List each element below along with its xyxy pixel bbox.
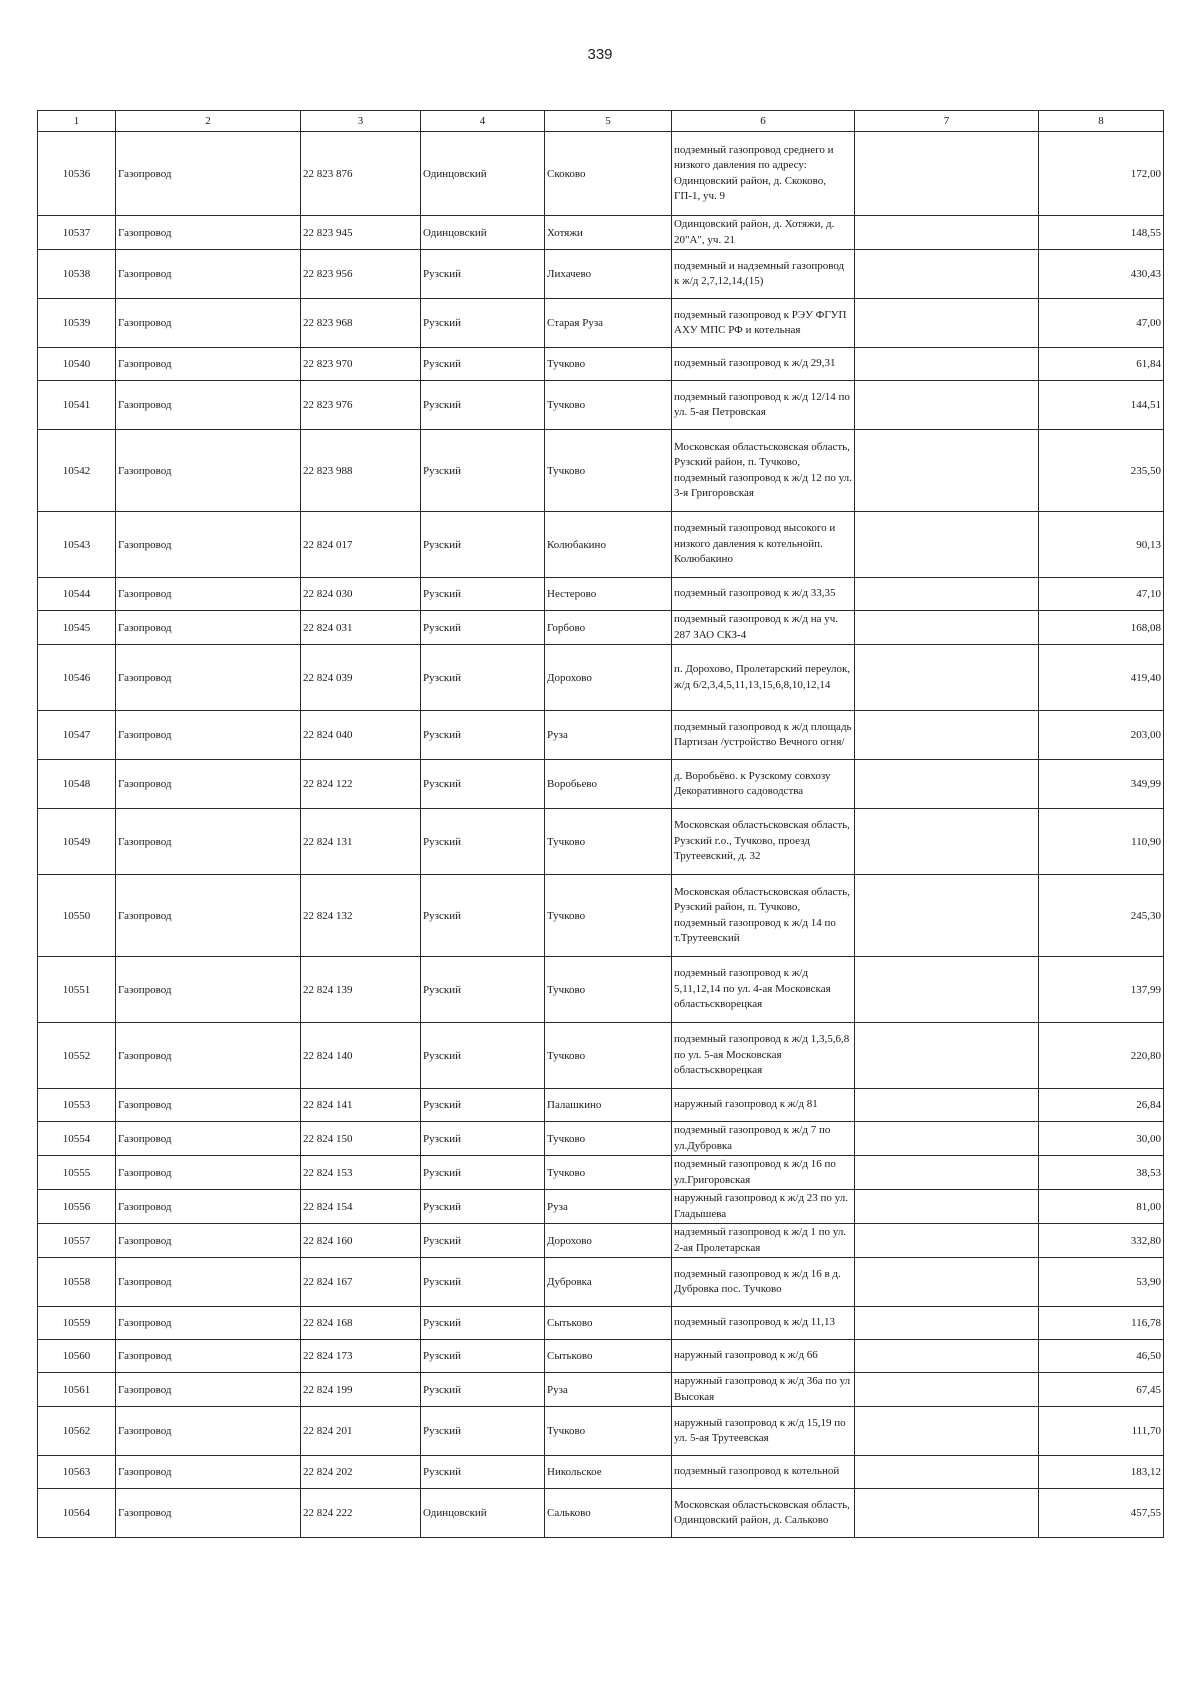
length-value: 419,40 xyxy=(1039,645,1164,711)
object-name: Газопровод xyxy=(116,760,301,809)
note-cell xyxy=(855,809,1039,875)
district-name: Рузский xyxy=(421,1023,545,1089)
column-header: 5 xyxy=(545,111,672,132)
length-value: 61,84 xyxy=(1039,348,1164,381)
table-row xyxy=(38,1489,1164,1538)
object-description: подземный газопровод к ж/д 16 в д. Дубровка пос. Тучково xyxy=(672,1258,855,1307)
length-value: 67,45 xyxy=(1039,1373,1164,1407)
note-cell xyxy=(855,1258,1039,1307)
length-value: 203,00 xyxy=(1039,711,1164,760)
row-number: 10559 xyxy=(38,1307,116,1340)
note-cell xyxy=(855,512,1039,578)
table-row xyxy=(38,760,1164,809)
object-code: 22 824 139 xyxy=(301,957,421,1023)
length-value: 220,80 xyxy=(1039,1023,1164,1089)
length-value: 332,80 xyxy=(1039,1224,1164,1258)
table-row xyxy=(38,611,1164,645)
object-code: 22 824 153 xyxy=(301,1156,421,1190)
object-description: Московская областьсковская область, Рузский г.о., Тучково, проезд Трутеевский, д. 32 xyxy=(672,809,855,875)
district-name: Рузский xyxy=(421,809,545,875)
table-row xyxy=(38,216,1164,250)
table-row xyxy=(38,645,1164,711)
length-value: 38,53 xyxy=(1039,1156,1164,1190)
table-row xyxy=(38,1023,1164,1089)
object-description: наружный газопровод к ж/д 66 xyxy=(672,1340,855,1373)
object-code: 22 823 876 xyxy=(301,132,421,216)
object-description: д. Воробьёво. к Рузскому совхозу Декоративного садоводства xyxy=(672,760,855,809)
column-header: 6 xyxy=(672,111,855,132)
table-row xyxy=(38,1373,1164,1407)
table-row xyxy=(38,1156,1164,1190)
table-row xyxy=(38,957,1164,1023)
object-name: Газопровод xyxy=(116,381,301,430)
object-description: подземный газопровод к ж/д 16 по ул.Григоровская xyxy=(672,1156,855,1190)
length-value: 349,99 xyxy=(1039,760,1164,809)
length-value: 111,70 xyxy=(1039,1407,1164,1456)
table-row xyxy=(38,711,1164,760)
length-value: 235,50 xyxy=(1039,430,1164,512)
object-code: 22 824 222 xyxy=(301,1489,421,1538)
object-description: Московская областьсковская область, Рузский район, п. Тучково, подземный газопровод к ж/д 12 по ул. 3-я Григоровская xyxy=(672,430,855,512)
locality-name: Палашкино xyxy=(545,1089,672,1122)
row-number: 10546 xyxy=(38,645,116,711)
row-number: 10553 xyxy=(38,1089,116,1122)
district-name: Одинцовский xyxy=(421,1489,545,1538)
object-name: Газопровод xyxy=(116,348,301,381)
district-name: Рузский xyxy=(421,381,545,430)
district-name: Рузский xyxy=(421,875,545,957)
object-name: Газопровод xyxy=(116,611,301,645)
object-code: 22 823 945 xyxy=(301,216,421,250)
locality-name: Тучково xyxy=(545,875,672,957)
row-number: 10537 xyxy=(38,216,116,250)
object-description: наружный газопровод к ж/д 15,19 по ул. 5-ая Трутеевская xyxy=(672,1407,855,1456)
object-name: Газопровод xyxy=(116,1122,301,1156)
object-name: Газопровод xyxy=(116,957,301,1023)
table-row xyxy=(38,1307,1164,1340)
object-description: подземный газопровод к ж/д 11,13 xyxy=(672,1307,855,1340)
note-cell xyxy=(855,1156,1039,1190)
column-header: 3 xyxy=(301,111,421,132)
object-code: 22 823 976 xyxy=(301,381,421,430)
length-value: 47,00 xyxy=(1039,299,1164,348)
object-description: подземный газопровод к ж/д 5,11,12,14 по ул. 4-ая Московская областьскворецкая xyxy=(672,957,855,1023)
locality-name: Сытьково xyxy=(545,1340,672,1373)
district-name: Рузский xyxy=(421,512,545,578)
table-row xyxy=(38,250,1164,299)
table-row xyxy=(38,1089,1164,1122)
object-name: Газопровод xyxy=(116,1224,301,1258)
locality-name: Сытьково xyxy=(545,1307,672,1340)
note-cell xyxy=(855,1089,1039,1122)
object-code: 22 824 168 xyxy=(301,1307,421,1340)
note-cell xyxy=(855,1456,1039,1489)
note-cell xyxy=(855,348,1039,381)
locality-name: Горбово xyxy=(545,611,672,645)
note-cell xyxy=(855,1489,1039,1538)
district-name: Рузский xyxy=(421,1307,545,1340)
length-value: 81,00 xyxy=(1039,1190,1164,1224)
row-number: 10541 xyxy=(38,381,116,430)
locality-name: Старая Руза xyxy=(545,299,672,348)
district-name: Рузский xyxy=(421,760,545,809)
object-description: подземный газопровод к котельной xyxy=(672,1456,855,1489)
object-code: 22 824 039 xyxy=(301,645,421,711)
district-name: Рузский xyxy=(421,645,545,711)
length-value: 168,08 xyxy=(1039,611,1164,645)
table-row xyxy=(38,512,1164,578)
column-header: 8 xyxy=(1039,111,1164,132)
locality-name: Воробьево xyxy=(545,760,672,809)
note-cell xyxy=(855,957,1039,1023)
district-name: Рузский xyxy=(421,1156,545,1190)
object-description: подземный газопровод к ж/д 7 по ул.Дубровка xyxy=(672,1122,855,1156)
note-cell xyxy=(855,216,1039,250)
length-value: 26,84 xyxy=(1039,1089,1164,1122)
object-code: 22 823 970 xyxy=(301,348,421,381)
object-description: Московская областьсковская область, Рузский район, п. Тучково, подземный газопровод к ж/д 14 по т.Трутеевский xyxy=(672,875,855,957)
note-cell xyxy=(855,132,1039,216)
row-number: 10536 xyxy=(38,132,116,216)
district-name: Рузский xyxy=(421,1224,545,1258)
table-row xyxy=(38,381,1164,430)
note-cell xyxy=(855,875,1039,957)
object-code: 22 824 167 xyxy=(301,1258,421,1307)
district-name: Рузский xyxy=(421,250,545,299)
object-name: Газопровод xyxy=(116,216,301,250)
locality-name: Тучково xyxy=(545,1156,672,1190)
column-header: 2 xyxy=(116,111,301,132)
note-cell xyxy=(855,1023,1039,1089)
district-name: Рузский xyxy=(421,611,545,645)
length-value: 90,13 xyxy=(1039,512,1164,578)
object-description: подземный газопровод к ж/д на уч. 287 ЗАО СКЗ-4 xyxy=(672,611,855,645)
column-header: 1 xyxy=(38,111,116,132)
table-row xyxy=(38,430,1164,512)
row-number: 10543 xyxy=(38,512,116,578)
length-value: 183,12 xyxy=(1039,1456,1164,1489)
object-description: подземный и надземный газопровод к ж/д 2,7,12,14,(15) xyxy=(672,250,855,299)
table-row xyxy=(38,1407,1164,1456)
note-cell xyxy=(855,430,1039,512)
object-name: Газопровод xyxy=(116,578,301,611)
object-name: Газопровод xyxy=(116,1190,301,1224)
object-description: подземный газопровод к ж/д площадь Партизан /устройство Вечного огня/ xyxy=(672,711,855,760)
column-header: 4 xyxy=(421,111,545,132)
row-number: 10545 xyxy=(38,611,116,645)
note-cell xyxy=(855,760,1039,809)
locality-name: Тучково xyxy=(545,1122,672,1156)
district-name: Рузский xyxy=(421,711,545,760)
locality-name: Колюбакино xyxy=(545,512,672,578)
object-name: Газопровод xyxy=(116,1156,301,1190)
row-number: 10564 xyxy=(38,1489,116,1538)
object-code: 22 824 122 xyxy=(301,760,421,809)
object-description: подземный газопровод к ж/д 1,3,5,6,8 по ул. 5-ая Московская областьскворецкая xyxy=(672,1023,855,1089)
note-cell xyxy=(855,381,1039,430)
row-number: 10542 xyxy=(38,430,116,512)
locality-name: Дорохово xyxy=(545,645,672,711)
object-description: подземный газопровод высокого и низкого давления к котельнойп. Колюбакино xyxy=(672,512,855,578)
table-row xyxy=(38,1122,1164,1156)
locality-name: Тучково xyxy=(545,957,672,1023)
row-number: 10539 xyxy=(38,299,116,348)
page-number: 339 xyxy=(587,46,613,63)
locality-name: Дубровка xyxy=(545,1258,672,1307)
length-value: 144,51 xyxy=(1039,381,1164,430)
district-name: Рузский xyxy=(421,1456,545,1489)
locality-name: Руза xyxy=(545,1373,672,1407)
object-description: надземный газопровод к ж/д 1 по ул. 2-ая Пролетарская xyxy=(672,1224,855,1258)
district-name: Рузский xyxy=(421,1190,545,1224)
note-cell xyxy=(855,611,1039,645)
column-header: 7 xyxy=(855,111,1039,132)
length-value: 172,00 xyxy=(1039,132,1164,216)
note-cell xyxy=(855,1373,1039,1407)
note-cell xyxy=(855,1122,1039,1156)
row-number: 10562 xyxy=(38,1407,116,1456)
row-number: 10555 xyxy=(38,1156,116,1190)
locality-name: Руза xyxy=(545,1190,672,1224)
object-description: подземный газопровод к ж/д 29,31 xyxy=(672,348,855,381)
table-row xyxy=(38,875,1164,957)
object-code: 22 824 017 xyxy=(301,512,421,578)
object-code: 22 824 030 xyxy=(301,578,421,611)
object-name: Газопровод xyxy=(116,132,301,216)
object-name: Газопровод xyxy=(116,1373,301,1407)
object-name: Газопровод xyxy=(116,645,301,711)
length-value: 116,78 xyxy=(1039,1307,1164,1340)
object-code: 22 824 140 xyxy=(301,1023,421,1089)
district-name: Рузский xyxy=(421,1258,545,1307)
row-number: 10560 xyxy=(38,1340,116,1373)
note-cell xyxy=(855,250,1039,299)
object-name: Газопровод xyxy=(116,809,301,875)
locality-name: Тучково xyxy=(545,1407,672,1456)
locality-name: Сальково xyxy=(545,1489,672,1538)
row-number: 10548 xyxy=(38,760,116,809)
row-number: 10538 xyxy=(38,250,116,299)
length-value: 53,90 xyxy=(1039,1258,1164,1307)
object-name: Газопровод xyxy=(116,1456,301,1489)
district-name: Рузский xyxy=(421,348,545,381)
district-name: Одинцовский xyxy=(421,216,545,250)
locality-name: Лихачево xyxy=(545,250,672,299)
object-description: подземный газопровод среднего и низкого давления по адресу: Одинцовский район, д. Скоково, ГП-1, уч. 9 xyxy=(672,132,855,216)
district-name: Одинцовский xyxy=(421,132,545,216)
length-value: 110,90 xyxy=(1039,809,1164,875)
object-code: 22 824 201 xyxy=(301,1407,421,1456)
table-row xyxy=(38,348,1164,381)
district-name: Рузский xyxy=(421,430,545,512)
length-value: 245,30 xyxy=(1039,875,1164,957)
object-code: 22 824 202 xyxy=(301,1456,421,1489)
locality-name: Руза xyxy=(545,711,672,760)
object-name: Газопровод xyxy=(116,711,301,760)
district-name: Рузский xyxy=(421,299,545,348)
object-code: 22 824 131 xyxy=(301,809,421,875)
locality-name: Никольское xyxy=(545,1456,672,1489)
table-row xyxy=(38,1224,1164,1258)
locality-name: Тучково xyxy=(545,348,672,381)
object-name: Газопровод xyxy=(116,1089,301,1122)
district-name: Рузский xyxy=(421,578,545,611)
length-value: 30,00 xyxy=(1039,1122,1164,1156)
object-code: 22 824 150 xyxy=(301,1122,421,1156)
object-description: подземный газопровод к ж/д 33,35 xyxy=(672,578,855,611)
district-name: Рузский xyxy=(421,957,545,1023)
object-name: Газопровод xyxy=(116,1489,301,1538)
object-name: Газопровод xyxy=(116,512,301,578)
object-code: 22 824 132 xyxy=(301,875,421,957)
object-name: Газопровод xyxy=(116,250,301,299)
row-number: 10550 xyxy=(38,875,116,957)
locality-name: Тучково xyxy=(545,430,672,512)
object-code: 22 824 173 xyxy=(301,1340,421,1373)
locality-name: Тучково xyxy=(545,1023,672,1089)
note-cell xyxy=(855,711,1039,760)
row-number: 10551 xyxy=(38,957,116,1023)
locality-name: Тучково xyxy=(545,809,672,875)
object-code: 22 823 968 xyxy=(301,299,421,348)
note-cell xyxy=(855,1190,1039,1224)
table-row xyxy=(38,132,1164,216)
table-row xyxy=(38,809,1164,875)
object-name: Газопровод xyxy=(116,1407,301,1456)
district-name: Рузский xyxy=(421,1407,545,1456)
row-number: 10540 xyxy=(38,348,116,381)
object-name: Газопровод xyxy=(116,299,301,348)
length-value: 457,55 xyxy=(1039,1489,1164,1538)
object-code: 22 824 031 xyxy=(301,611,421,645)
row-number: 10558 xyxy=(38,1258,116,1307)
object-name: Газопровод xyxy=(116,1023,301,1089)
object-name: Газопровод xyxy=(116,1340,301,1373)
table-row xyxy=(38,299,1164,348)
object-code: 22 824 160 xyxy=(301,1224,421,1258)
table-row xyxy=(38,1340,1164,1373)
length-value: 137,99 xyxy=(1039,957,1164,1023)
district-name: Рузский xyxy=(421,1373,545,1407)
locality-name: Хотяжи xyxy=(545,216,672,250)
district-name: Рузский xyxy=(421,1089,545,1122)
object-code: 22 824 199 xyxy=(301,1373,421,1407)
object-description: подземный газопровод к ж/д 12/14 по ул. 5-ая Петровская xyxy=(672,381,855,430)
object-description: Московская областьсковская область, Одинцовский район, д. Сальково xyxy=(672,1489,855,1538)
object-description: наружный газопровод к ж/д 81 xyxy=(672,1089,855,1122)
row-number: 10549 xyxy=(38,809,116,875)
note-cell xyxy=(855,578,1039,611)
length-value: 148,55 xyxy=(1039,216,1164,250)
table-row xyxy=(38,1456,1164,1489)
table-row xyxy=(38,578,1164,611)
length-value: 47,10 xyxy=(1039,578,1164,611)
note-cell xyxy=(855,299,1039,348)
note-cell xyxy=(855,1307,1039,1340)
table-row xyxy=(38,1258,1164,1307)
row-number: 10563 xyxy=(38,1456,116,1489)
object-code: 22 824 141 xyxy=(301,1089,421,1122)
row-number: 10556 xyxy=(38,1190,116,1224)
row-number: 10552 xyxy=(38,1023,116,1089)
row-number: 10557 xyxy=(38,1224,116,1258)
note-cell xyxy=(855,1224,1039,1258)
locality-name: Скоково xyxy=(545,132,672,216)
registry-table xyxy=(37,110,1164,1538)
locality-name: Дорохово xyxy=(545,1224,672,1258)
district-name: Рузский xyxy=(421,1122,545,1156)
note-cell xyxy=(855,1407,1039,1456)
object-description: п. Дорохово, Пролетарский переулок, ж/д 6/2,3,4,5,11,13,15,6,8,10,12,14 xyxy=(672,645,855,711)
note-cell xyxy=(855,645,1039,711)
table-row xyxy=(38,1190,1164,1224)
locality-name: Тучково xyxy=(545,381,672,430)
object-description: наружный газопровод к ж/д 23 по ул. Гладышева xyxy=(672,1190,855,1224)
object-code: 22 824 040 xyxy=(301,711,421,760)
object-name: Газопровод xyxy=(116,875,301,957)
note-cell xyxy=(855,1340,1039,1373)
row-number: 10547 xyxy=(38,711,116,760)
object-name: Газопровод xyxy=(116,1307,301,1340)
length-value: 430,43 xyxy=(1039,250,1164,299)
object-code: 22 823 956 xyxy=(301,250,421,299)
object-code: 22 823 988 xyxy=(301,430,421,512)
object-description: Одинцовский район, д. Хотяжи, д. 20"А", уч. 21 xyxy=(672,216,855,250)
object-name: Газопровод xyxy=(116,430,301,512)
object-code: 22 824 154 xyxy=(301,1190,421,1224)
row-number: 10561 xyxy=(38,1373,116,1407)
object-description: подземный газопровод к РЭУ ФГУП АХУ МПС РФ и котельная xyxy=(672,299,855,348)
row-number: 10554 xyxy=(38,1122,116,1156)
row-number: 10544 xyxy=(38,578,116,611)
header-row xyxy=(38,111,1164,132)
object-description: наружный газопровод к ж/д 36а по ул Высокая xyxy=(672,1373,855,1407)
length-value: 46,50 xyxy=(1039,1340,1164,1373)
district-name: Рузский xyxy=(421,1340,545,1373)
object-name: Газопровод xyxy=(116,1258,301,1307)
locality-name: Нестерово xyxy=(545,578,672,611)
